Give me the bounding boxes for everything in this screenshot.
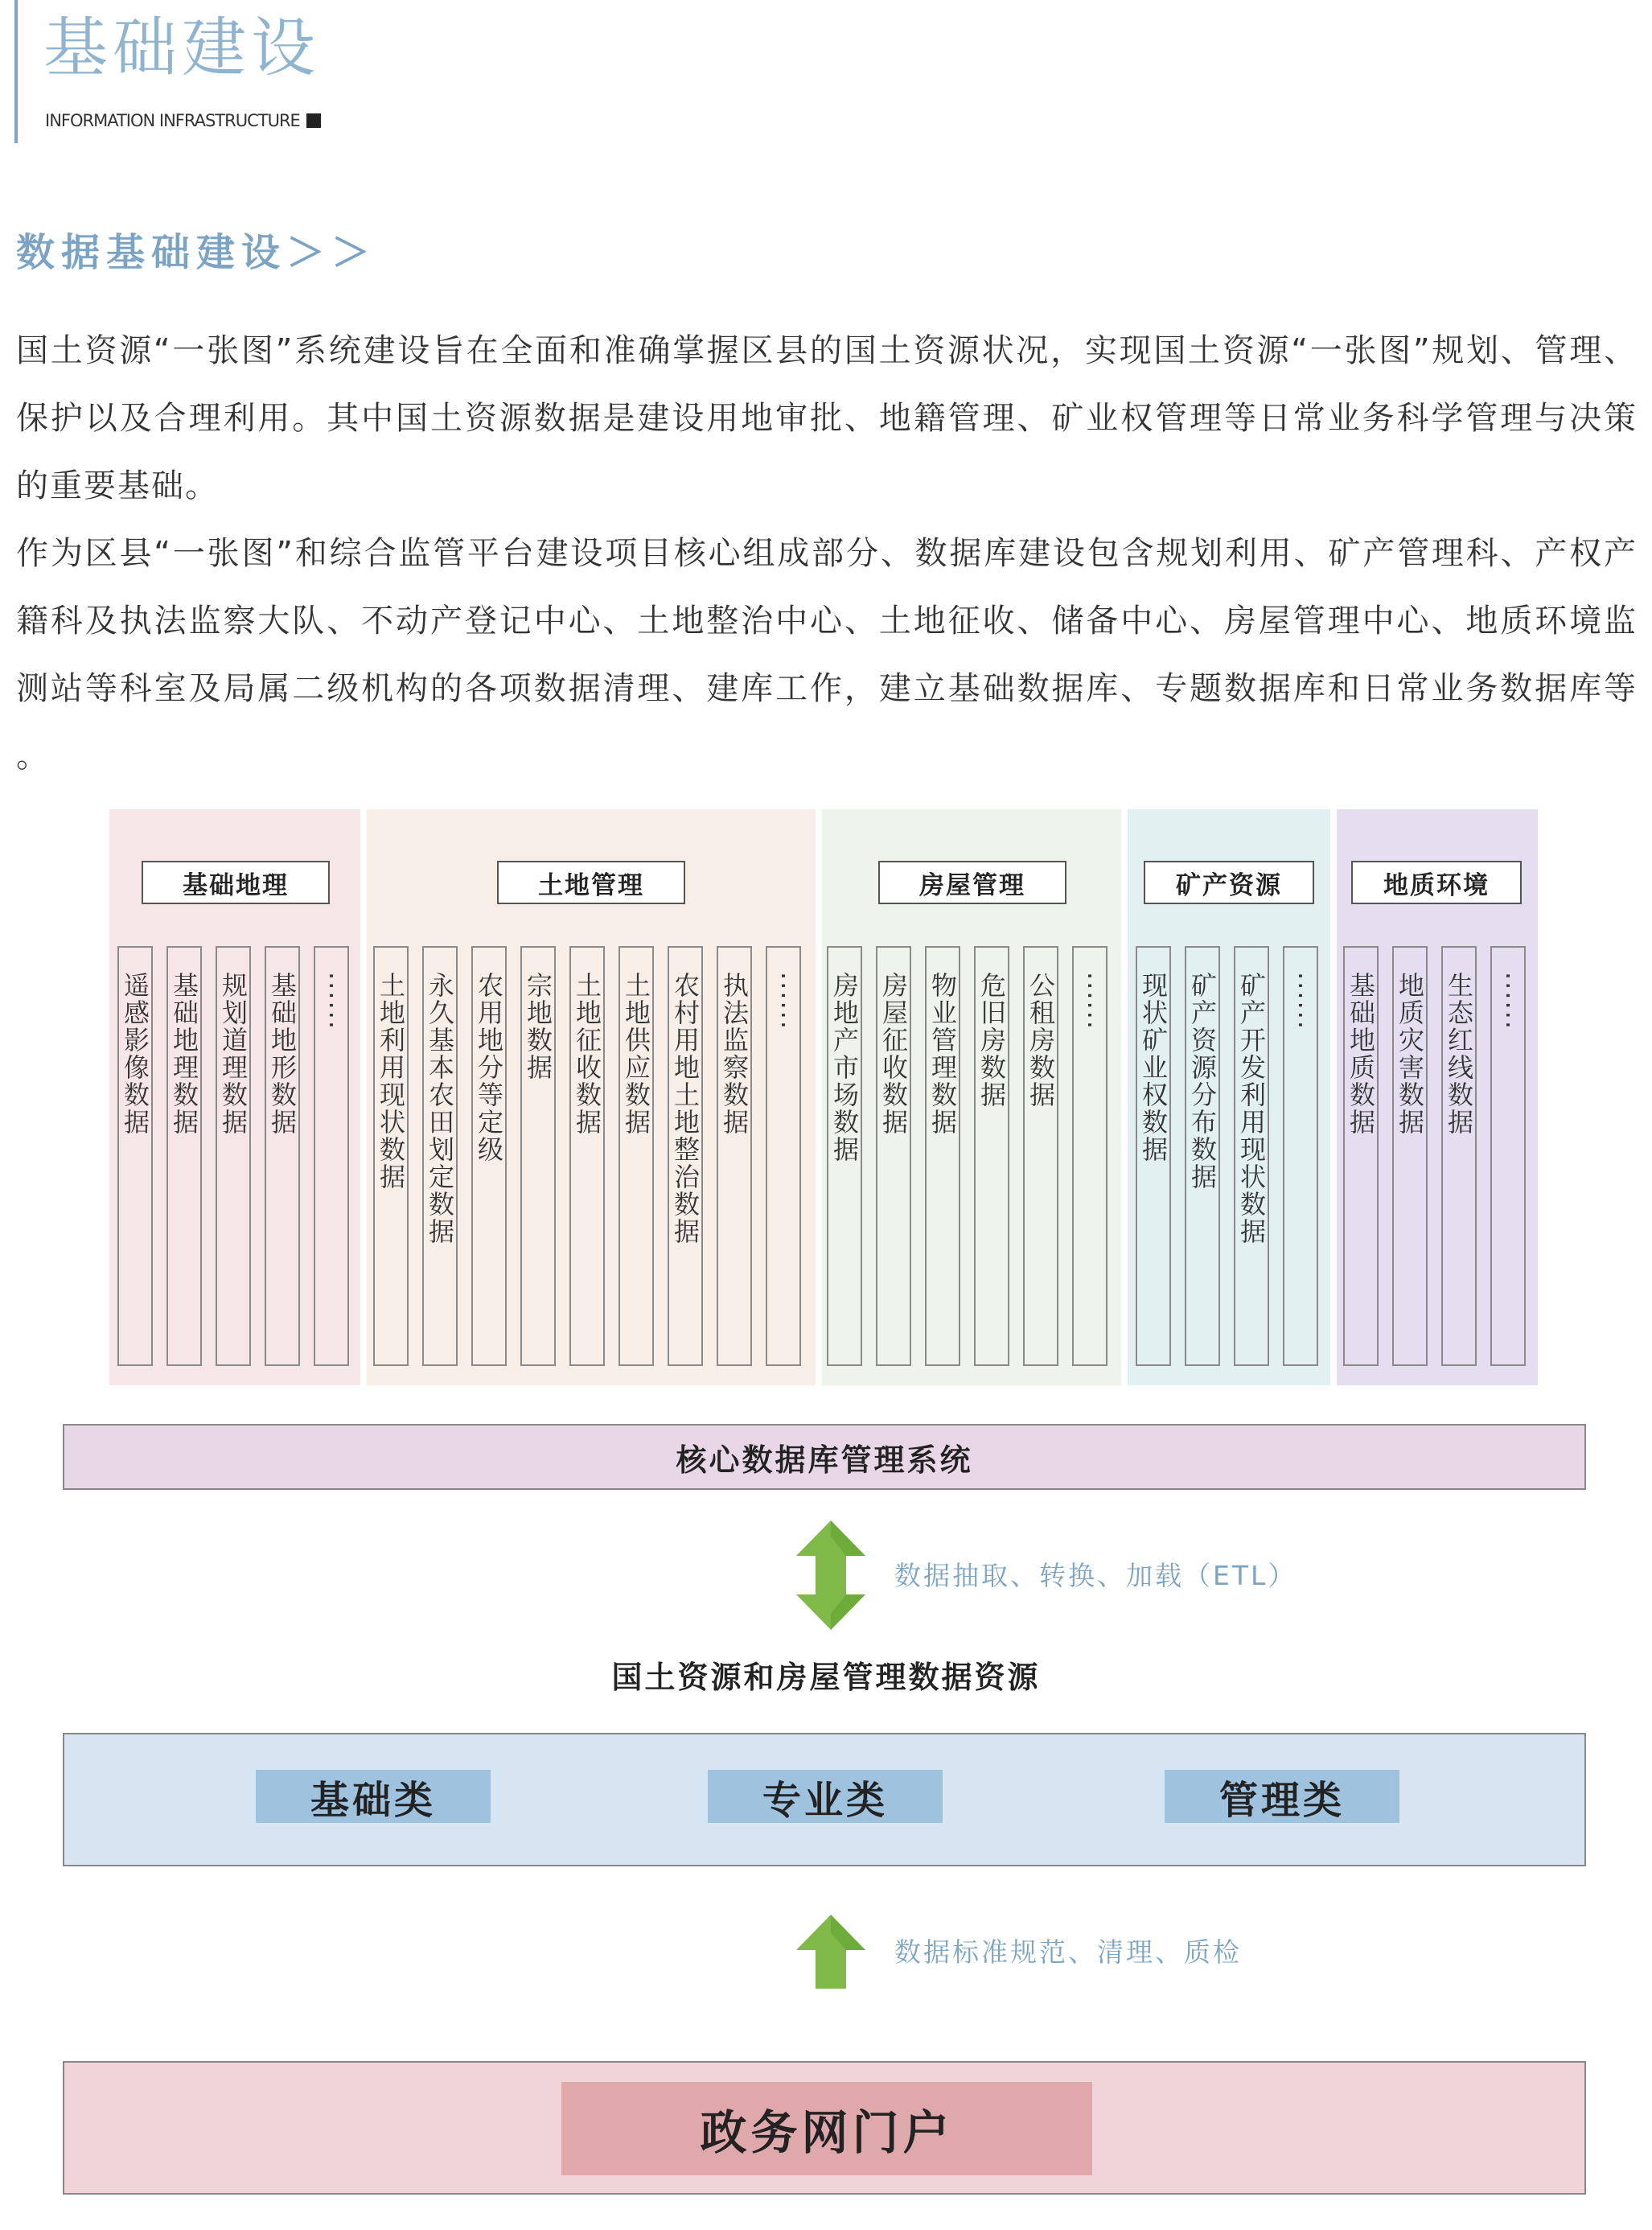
data-item: 公租房数据 [1025,972,1056,1109]
data-item: ······ [1285,972,1316,1031]
category-land-management [367,809,816,1385]
data-item: 房屋征收数据 [878,972,909,1136]
section-heading: 数据基础建设＞＞ [16,230,377,275]
data-column [827,946,862,1366]
data-item: 矿产资源分布数据 [1187,972,1218,1191]
resource-title: 国土资源和房屋管理数据资源 [611,1660,1041,1695]
category-title: 基础地理 [142,861,330,904]
data-column [1023,946,1058,1366]
data-column [569,946,605,1366]
data-item: 危旧房数据 [976,972,1007,1109]
data-column [520,946,556,1366]
data-item: 执法监察数据 [719,972,750,1136]
data-item: 地质灾害数据 [1395,972,1425,1136]
data-item: 农用地分等定级 [474,972,504,1163]
category-title: 地质环境 [1351,861,1522,904]
paragraph-line: 作为区县“一张图”和综合监管平台建设项目核心组成部分、数据库建设包含规划利用、矿产管理科、产权产 [16,535,1638,572]
data-item: 土地征收数据 [572,972,602,1136]
resource-type-management: 管理类 [1163,1768,1401,1825]
data-column [117,946,153,1366]
category-geological-environment [1337,809,1538,1385]
data-item: 农村用地土地整治数据 [670,972,701,1245]
data-column [166,946,202,1366]
data-item: 基础地理数据 [169,972,199,1136]
portal-panel [63,2061,1586,2195]
core-database-system: 核心数据库管理系统 [63,1424,1586,1490]
category-mineral-resources [1128,809,1330,1385]
category-housing-management [822,809,1121,1385]
data-column [618,946,654,1366]
data-column [1343,946,1379,1366]
paragraph-line: 国土资源“一张图”系统建设旨在全面和准确掌握区县的国土资源状况，实现国土资源“一张图”规划、管理、 [16,332,1638,369]
data-column [422,946,458,1366]
double-arrow-icon [795,1520,867,1630]
data-column-more [1072,946,1107,1366]
data-column-more [766,946,801,1366]
page-subtitle-text: INFORMATION INFRASTRUCTURE [45,111,300,130]
paragraph-line: 的重要基础。 [16,467,219,504]
category-title: 矿产资源 [1144,861,1314,904]
etl-label: 数据抽取、转换、加载（ETL） [894,1560,1297,1591]
resource-panel [63,1733,1586,1866]
data-column [265,946,300,1366]
data-column [1136,946,1171,1366]
category-title: 房屋管理 [878,861,1066,904]
data-column [471,946,507,1366]
data-column [216,946,251,1366]
header-accent-bar [14,0,18,143]
data-column [1185,946,1220,1366]
paragraph-line: 。 [16,738,50,775]
data-item: 规划道理数据 [218,972,249,1136]
page-subtitle [45,113,321,130]
data-item: ······ [768,972,799,1031]
page-title: 基础建设 [43,10,320,85]
category-title: 土地管理 [497,861,685,904]
data-item: ······ [316,972,347,1031]
data-column [373,946,409,1366]
data-column [717,946,752,1366]
government-portal: 政务网门户 [561,2082,1092,2175]
up-arrow-icon [796,1915,865,1989]
resource-type-professional: 专业类 [706,1768,944,1825]
data-item: ······ [1075,972,1105,1031]
data-column [925,946,960,1366]
data-item: 基础地形数据 [267,972,298,1136]
data-item: 房地产市场数据 [829,972,860,1163]
data-item: 永久基本农田划定数据 [425,972,455,1245]
data-item: 土地利用现状数据 [376,972,406,1191]
data-item: ······ [1493,972,1523,1031]
resource-type-basic: 基础类 [254,1768,492,1825]
data-column [974,946,1009,1366]
data-column [668,946,703,1366]
data-column [1234,946,1269,1366]
standard-label: 数据标准规范、清理、质检 [894,1936,1242,1968]
paragraph-line: 籍科及执法监察大队、不动产登记中心、土地整治中心、土地征收、储备中心、房屋管理中心、地质环境监 [16,603,1638,640]
data-item: 宗地数据 [523,972,553,1081]
data-item: 现状矿业权数据 [1138,972,1169,1163]
square-icon [306,113,321,128]
data-column-more [314,946,349,1366]
data-column [876,946,911,1366]
data-column-more [1490,946,1526,1366]
data-column [1441,946,1477,1366]
data-item: 物业管理数据 [927,972,958,1136]
data-column-more [1283,946,1318,1366]
paragraph-line: 测站等科室及局属二级机构的各项数据清理、建库工作，建立基础数据库、专题数据库和日常业务数据库等 [16,670,1638,707]
data-item: 土地供应数据 [621,972,651,1136]
paragraph-line: 保护以及合理利用。其中国土资源数据是建设用地审批、地籍管理、矿业权管理等日常业务科学管理与决策 [16,400,1638,437]
data-item: 生态红线数据 [1444,972,1474,1136]
category-basic-geography [109,809,360,1385]
data-item: 遥感影像数据 [120,972,150,1136]
data-column [1392,946,1428,1366]
data-item: 矿产开发利用现状数据 [1236,972,1267,1245]
data-item: 基础地质数据 [1346,972,1376,1136]
